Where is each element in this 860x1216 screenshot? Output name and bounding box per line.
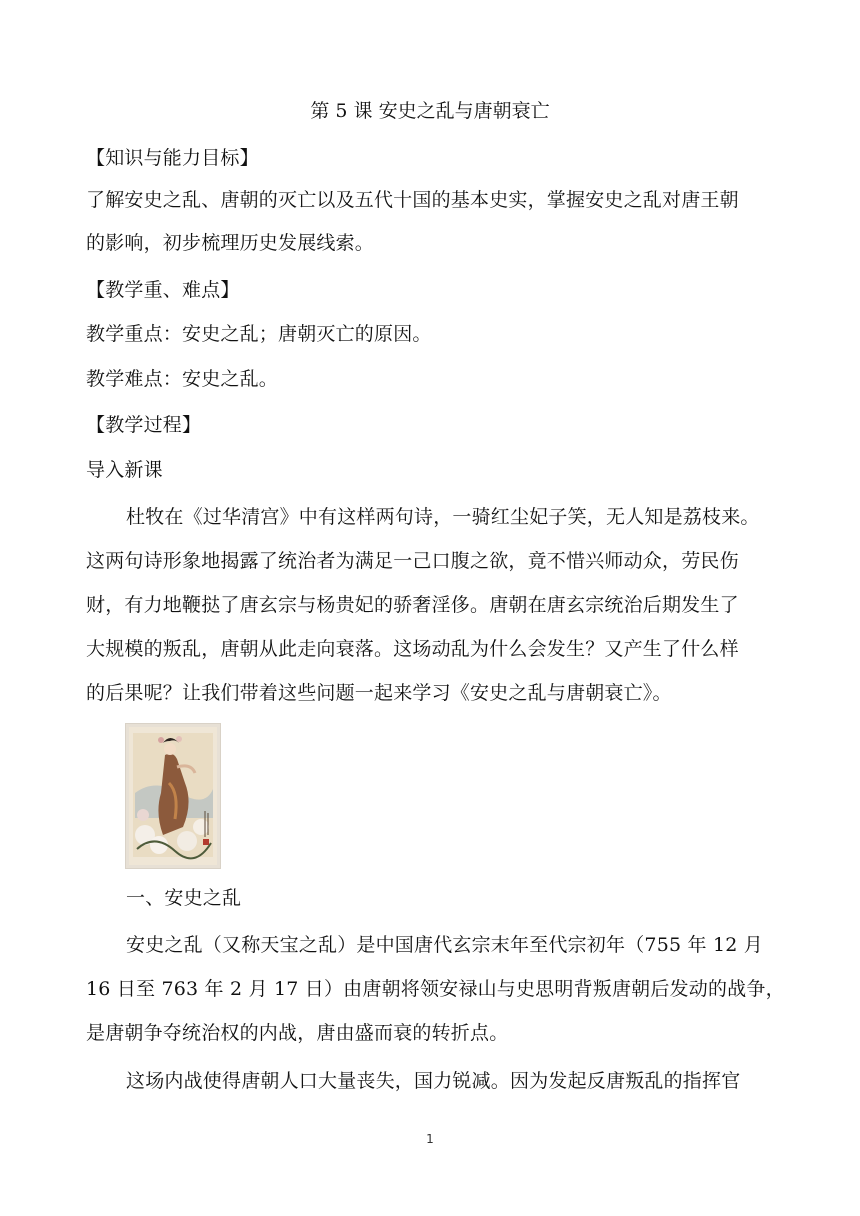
section-1-line-1: 安史之乱（又称天宝之乱）是中国唐代玄宗末年至代宗初年（755 年 12 月 — [126, 934, 763, 956]
section-1-heading: 一、安史之乱 — [126, 887, 242, 909]
keypoints-heading: 【教学重、难点】 — [86, 279, 240, 301]
difficulty-text: 教学难点：安史之乱。 — [86, 368, 279, 390]
intro-line-2: 这两句诗形象地揭露了统治者为满足一己口腹之欲，竟不惜兴师动众，劳民伤 — [86, 550, 739, 572]
intro-line-5: 的后果呢？让我们带着这些问题一起来学习《安史之乱与唐朝衰亡》。 — [86, 682, 672, 704]
process-heading: 【教学过程】 — [86, 414, 202, 436]
intro-heading: 导入新课 — [86, 459, 163, 481]
objectives-text-line-1: 了解安史之乱、唐朝的灭亡以及五代十国的基本史实，掌握安史之乱对唐王朝 — [86, 189, 739, 211]
section-1-line-2: 16 日至 763 年 2 月 17 日）由唐朝将领安禄山与史思明背叛唐朝后发动的战争， — [86, 978, 785, 1000]
intro-line-4: 大规模的叛乱，唐朝从此走向衰落。这场动乱为什么会发生？又产生了什么样 — [86, 638, 739, 660]
intro-line-1: 杜牧在《过华清宫》中有这样两句诗，一骑红尘妃子笑，无人知是荔枝来。 — [126, 506, 760, 528]
page-title: 第 5 课 安史之乱与唐朝衰亡 — [310, 100, 550, 122]
objectives-text-line-2: 的影响，初步梳理历史发展线索。 — [86, 232, 375, 254]
section-1-paragraph-2: 这场内战使得唐朝人口大量丧失，国力锐减。因为发起反唐叛乱的指挥官 — [126, 1070, 741, 1092]
yang-guifei-painting-image — [125, 723, 221, 869]
page-number: 1 — [426, 1132, 434, 1146]
intro-line-3: 财，有力地鞭挞了唐玄宗与杨贵妃的骄奢淫侈。唐朝在唐玄宗统治后期发生了 — [86, 594, 739, 616]
keypoint-text: 教学重点：安史之乱；唐朝灭亡的原因。 — [86, 323, 432, 345]
objectives-heading: 【知识与能力目标】 — [86, 147, 259, 169]
section-1-line-3: 是唐朝争夺统治权的内战，唐由盛而衰的转折点。 — [86, 1022, 509, 1044]
